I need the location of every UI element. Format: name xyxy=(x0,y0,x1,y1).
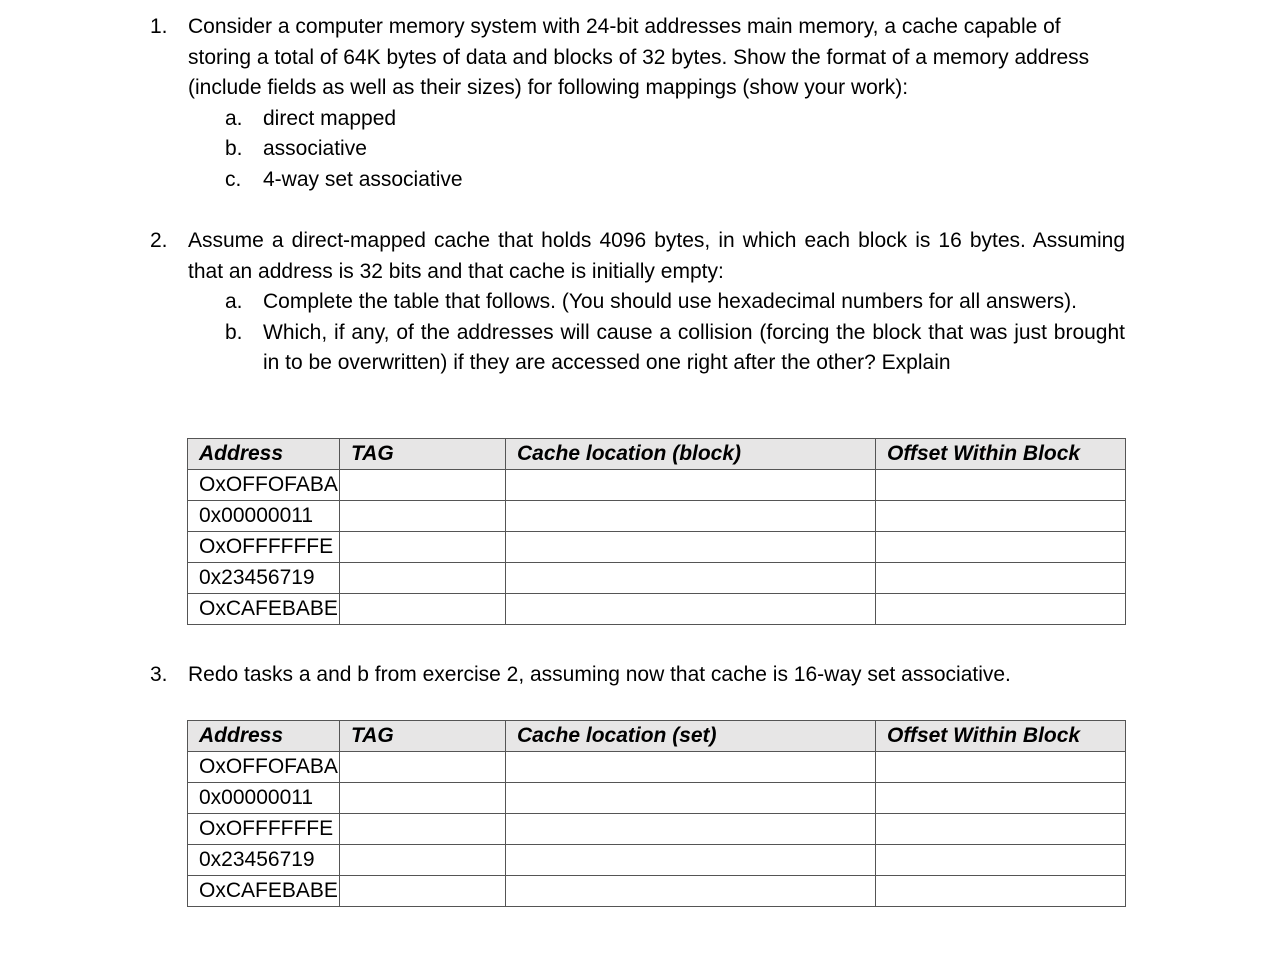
item-text: associative xyxy=(263,137,367,160)
address-cell: OxOFFFFFFE xyxy=(188,532,340,563)
address-cell: OxCAFEBABE xyxy=(188,594,340,625)
table-row xyxy=(188,470,1126,501)
header-offset: Offset Within Block xyxy=(876,721,1126,752)
table-row xyxy=(188,783,1126,814)
item-text: direct mapped xyxy=(263,106,397,130)
tag-cell[interactable] xyxy=(340,845,506,876)
table-header-row xyxy=(188,439,1126,470)
offset-cell[interactable] xyxy=(876,532,1126,563)
address-cell: OxOFFFFFFE xyxy=(188,814,340,845)
table-row xyxy=(188,501,1126,532)
cache-location-cell[interactable] xyxy=(506,594,876,625)
item-letter: b. xyxy=(225,137,243,160)
cache-location-cell[interactable] xyxy=(506,470,876,501)
header-address: Address xyxy=(188,439,340,470)
offset-cell[interactable] xyxy=(876,876,1126,907)
offset-cell[interactable] xyxy=(876,594,1126,625)
item-letter: c. xyxy=(225,167,242,191)
tag-cell[interactable] xyxy=(340,470,506,501)
address-cell: 0x00000011 xyxy=(188,783,340,814)
tag-cell[interactable] xyxy=(340,594,506,625)
item-text: Which, if any, of the addresses will cause a collision (forcing the block that was just brought in to be overwritten) if they are accessed one right after the other? Explain xyxy=(263,320,1125,374)
list-item xyxy=(225,165,1125,196)
header-address: Address xyxy=(188,721,340,752)
question-text: Redo tasks a and b from exercise 2, assuming now that cache is 16-way set associative. xyxy=(188,663,1011,686)
offset-cell[interactable] xyxy=(876,501,1126,532)
set-associative-table xyxy=(187,720,1126,907)
cache-location-cell[interactable] xyxy=(506,783,876,814)
header-tag: TAG xyxy=(340,439,506,470)
tag-cell[interactable] xyxy=(340,752,506,783)
question-number: 3. xyxy=(150,663,168,686)
table-row xyxy=(188,814,1126,845)
header-tag: TAG xyxy=(340,721,506,752)
list-item xyxy=(225,104,1125,135)
offset-cell[interactable] xyxy=(876,814,1126,845)
tag-cell[interactable] xyxy=(340,532,506,563)
header-offset: Offset Within Block xyxy=(876,439,1126,470)
tag-cell[interactable] xyxy=(340,876,506,907)
cache-location-cell[interactable] xyxy=(506,752,876,783)
tag-cell[interactable] xyxy=(340,814,506,845)
header-cache-location: Cache location (block) xyxy=(506,439,876,470)
cache-location-cell[interactable] xyxy=(506,845,876,876)
address-cell: OxCAFEBABE xyxy=(188,876,340,907)
address-cell: 0x00000011 xyxy=(188,501,340,532)
cache-location-cell[interactable] xyxy=(506,532,876,563)
item-text: Complete the table that follows. (You should use hexadecimal numbers for all answers). xyxy=(263,290,1077,313)
question-text: Assume a direct-mapped cache that holds 4096 bytes, in which each block is 16 bytes. Assuming that an address is 32 bits and that cache is initially empty: xyxy=(188,229,1125,283)
address-cell: OxOFFOFABA xyxy=(188,752,340,783)
direct-mapped-table xyxy=(187,438,1126,625)
question-number: 2. xyxy=(150,229,168,252)
table-row xyxy=(188,563,1126,594)
question-2 xyxy=(150,226,1125,379)
offset-cell[interactable] xyxy=(876,783,1126,814)
tag-cell[interactable] xyxy=(340,563,506,594)
offset-cell[interactable] xyxy=(876,845,1126,876)
list-item xyxy=(225,287,1125,318)
cache-location-cell[interactable] xyxy=(506,876,876,907)
cache-location-cell[interactable] xyxy=(506,563,876,594)
tag-cell[interactable] xyxy=(340,501,506,532)
offset-cell[interactable] xyxy=(876,563,1126,594)
table-row xyxy=(188,845,1126,876)
list-item xyxy=(225,318,1125,379)
item-text: 4-way set associative xyxy=(263,167,463,191)
cache-location-cell[interactable] xyxy=(506,814,876,845)
item-letter: a. xyxy=(225,290,243,313)
address-cell: 0x23456719 xyxy=(188,845,340,876)
question-3 xyxy=(150,660,1125,691)
address-cell: 0x23456719 xyxy=(188,563,340,594)
table-header-row xyxy=(188,721,1126,752)
question-number: 1. xyxy=(150,15,168,38)
question-text: Consider a computer memory system with 24-bit addresses main memory, a cache capable of storing a total of 64K bytes of data and blocks of 32 bytes. Show the format of a memory address (include fields as well as their sizes) for following mappings (show your work): xyxy=(188,15,1090,99)
address-cell: OxOFFOFABA xyxy=(188,470,340,501)
offset-cell[interactable] xyxy=(876,470,1126,501)
list-item xyxy=(225,134,1125,165)
table-row xyxy=(188,532,1126,563)
item-letter: a. xyxy=(225,106,243,130)
cache-location-cell[interactable] xyxy=(506,501,876,532)
table-row xyxy=(188,876,1126,907)
tag-cell[interactable] xyxy=(340,783,506,814)
table-row xyxy=(188,752,1126,783)
table-row xyxy=(188,594,1126,625)
item-letter: b. xyxy=(225,320,243,344)
offset-cell[interactable] xyxy=(876,752,1126,783)
header-cache-location: Cache location (set) xyxy=(506,721,876,752)
question-1 xyxy=(150,12,1125,195)
